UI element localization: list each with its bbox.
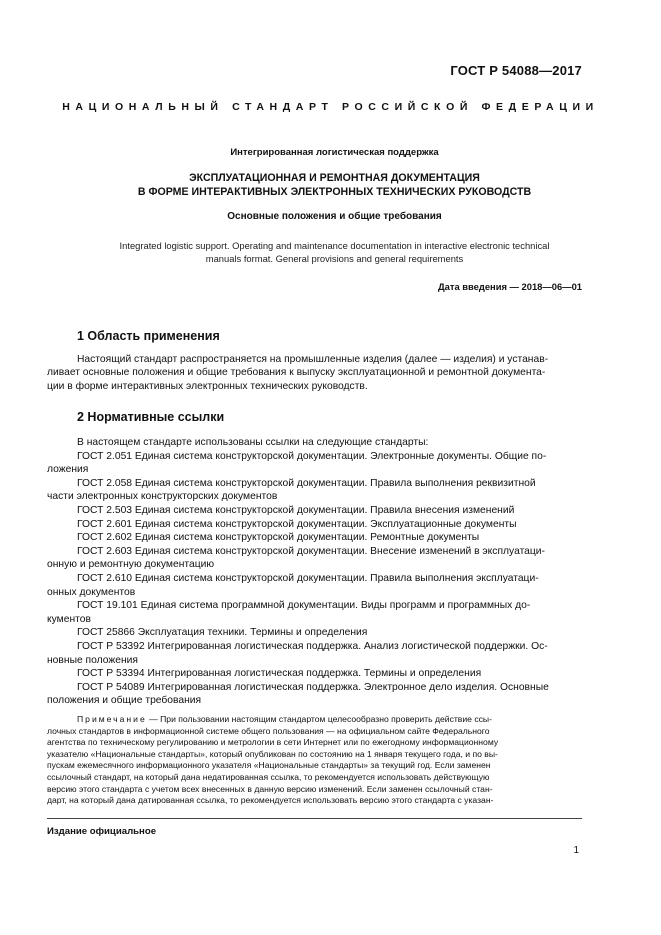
paragraph-line: ливает основные положения и общие требования к выпуску эксплуатационной и ремонтной документа- xyxy=(47,367,546,379)
paragraph-line: ции в форме интерактивных электронных технических руководств. xyxy=(47,380,368,392)
normative-references xyxy=(47,436,582,708)
section-1-paragraph xyxy=(47,353,582,393)
paragraph-line: Настоящий стандарт распространяется на промышленные изделия (далее — изделия) и устанав- xyxy=(77,354,549,365)
title-line: В ФОРМЕ ИНТЕРАКТИВНЫХ ЭЛЕКТРОННЫХ ТЕХНИЧЕСКИХ РУКОВОДСТВ xyxy=(137,186,532,198)
note-line: агентства по техническому регулированию и метрологии в сети Интернет или по ежегодному информационному xyxy=(47,737,499,748)
reference-item: ГОСТ Р 53392 Интегрированная логистическая поддержка. Анализ логистической поддержки. Ос- новные положения xyxy=(47,640,548,666)
reference-item: ГОСТ 2.601 Единая система конструкторской документации. Эксплуатационные документы xyxy=(77,518,517,530)
reference-item: ГОСТ 2.503 Единая система конструкторской документации. Правила внесения изменений xyxy=(77,504,515,516)
page-number: 1 xyxy=(573,845,579,856)
note-line: ссылочный стандарт, на который дана недатированная ссылка, то рекомендуется использовать действующую xyxy=(47,771,490,782)
footer-divider xyxy=(47,818,582,819)
note-label: Примечание xyxy=(77,714,147,724)
reference-item: ГОСТ Р 54089 Интегрированная логистическая поддержка. Электронное дело изделия. Основные положения и общие требования xyxy=(47,681,549,707)
note-block xyxy=(47,714,582,807)
reference-item: ГОСТ 2.610 Единая система конструкторской документации. Правила выполнения эксплуатаци- онных документов xyxy=(47,572,539,598)
reference-item: ГОСТ 2.058 Единая система конструкторской документации. Правила выполнения реквизитной части электронных конструкторских документов xyxy=(47,477,536,503)
note-line: версию этого стандарта с учетом всех внесенных в данную версию изменений. Если заменен ссылочный стан- xyxy=(47,783,493,794)
references-intro: В настоящем стандарте использованы ссылки на следующие стандарты: xyxy=(77,437,429,448)
section-2-heading: 2 Нормативные ссылки xyxy=(77,410,225,424)
reference-item: ГОСТ 25866 Эксплуатация техники. Термины и определения xyxy=(77,627,368,639)
reference-item: ГОСТ 2.603 Единая система конструкторской документации. Внесение изменений в эксплуатаци- онную и ремонтную документацию xyxy=(47,545,545,571)
reference-item: ГОСТ Р 53394 Интегрированная логистическая поддержка. Термины и определения xyxy=(77,668,482,680)
note-line: указателю «Национальные стандарты», который опубликован по состоянию на 1 января текущего года, и по вы- xyxy=(47,748,498,759)
english-title-line: Integrated logistic support. Operating and maintenance documentation in interactive electronic technical xyxy=(119,240,550,251)
note-line: пускам ежемесячного информационного указателя «Национальные стандарты» за текущий год. Если заменен xyxy=(47,760,491,771)
section-1-heading: 1 Область применения xyxy=(77,329,220,343)
national-standard-heading: НАЦИОНАЛЬНЫЙ СТАНДАРТ РОССИЙСКОЙ ФЕДЕРАЦИИ xyxy=(62,101,599,113)
reference-item: ГОСТ 19.101 Единая система программной документации. Виды программ и программных до- кументов xyxy=(47,600,531,625)
document-code: ГОСТ Р 54088—2017 xyxy=(450,63,582,78)
subject-line: Интегрированная логистическая поддержка xyxy=(230,147,439,158)
note-line: дарт, на который дана датированная ссылка, то рекомендуется использовать версию этого стандарта с указан- xyxy=(47,795,494,806)
english-title-line: manuals format. General provisions and general requirements xyxy=(205,253,464,264)
document-subtitle: Основные положения и общие требования xyxy=(227,211,442,222)
introduction-date: Дата введения — 2018—06—01 xyxy=(437,281,582,292)
title-line: ЭКСПЛУАТАЦИОННАЯ И РЕМОНТНАЯ ДОКУМЕНТАЦИЯ xyxy=(189,172,480,184)
reference-item: ГОСТ 2.602 Единая система конструкторской документации. Ремонтные документы xyxy=(77,532,480,544)
reference-item: ГОСТ 2.051 Единая система конструкторской документации. Электронные документы. Общие по- ложения xyxy=(47,450,547,476)
document-title xyxy=(60,171,609,199)
english-title xyxy=(60,239,609,265)
note-first-line: Примечание — При пользовании настоящим стандартом целесообразно проверить действие ссы- xyxy=(77,714,492,724)
official-edition-label: Издание официальное xyxy=(47,826,157,837)
note-line: лочных стандартов в информационной системе общего пользования — на официальном сайте Федерального xyxy=(47,725,490,736)
